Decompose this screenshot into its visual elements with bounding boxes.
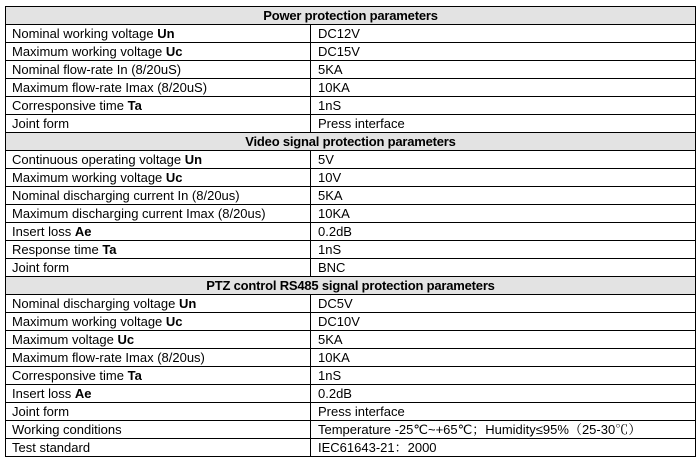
table-row <box>6 259 696 277</box>
param-label: Maximum working voltage Uc <box>6 313 311 331</box>
table-row <box>6 403 696 421</box>
param-label: Nominal discharging voltage Un <box>6 295 311 313</box>
param-label: Maximum working voltage Uc <box>6 169 311 187</box>
param-value: DC10V <box>311 313 696 331</box>
table-row <box>6 295 696 313</box>
table-row <box>6 349 696 367</box>
table-body <box>6 7 696 457</box>
table-row <box>6 313 696 331</box>
table-row <box>6 61 696 79</box>
table-row <box>6 79 696 97</box>
section-header-power <box>6 7 696 25</box>
param-label: Insert loss Ae <box>6 223 311 241</box>
protection-parameters-table <box>5 6 696 457</box>
param-label: Nominal discharging current In (8/20us) <box>6 187 311 205</box>
table-row <box>6 97 696 115</box>
param-value: 0.2dB <box>311 223 696 241</box>
param-value: 1nS <box>311 367 696 385</box>
param-value: 5V <box>311 151 696 169</box>
param-value: Press interface <box>311 403 696 421</box>
section-title: Video signal protection parameters <box>6 133 696 151</box>
param-value: 0.2dB <box>311 385 696 403</box>
param-value: 5KA <box>311 61 696 79</box>
param-label: Nominal flow-rate In (8/20uS) <box>6 61 311 79</box>
table-row <box>6 439 696 457</box>
section-header-ptz <box>6 277 696 295</box>
param-label: Maximum flow-rate Imax (8/20us) <box>6 349 311 367</box>
param-label: Maximum voltage Uc <box>6 331 311 349</box>
param-label: Maximum discharging current Imax (8/20us) <box>6 205 311 223</box>
table-row <box>6 241 696 259</box>
param-value: 5KA <box>311 331 696 349</box>
param-label: Test standard <box>6 439 311 457</box>
param-value: 10KA <box>311 79 696 97</box>
table-row <box>6 187 696 205</box>
table-row <box>6 331 696 349</box>
table-row <box>6 421 696 439</box>
param-label: Insert loss Ae <box>6 385 311 403</box>
param-label: Continuous operating voltage Un <box>6 151 311 169</box>
param-value: DC15V <box>311 43 696 61</box>
table-row <box>6 25 696 43</box>
param-value: DC5V <box>311 295 696 313</box>
table-row <box>6 205 696 223</box>
param-value: 5KA <box>311 187 696 205</box>
param-value: 1nS <box>311 241 696 259</box>
param-value: Temperature -25℃~+65℃；Humidity≤95%（25-30℃） <box>311 421 696 439</box>
param-label: Working conditions <box>6 421 311 439</box>
param-label: Nominal working voltage Un <box>6 25 311 43</box>
table-row <box>6 367 696 385</box>
param-label: Corresponsive time Ta <box>6 97 311 115</box>
section-header-video <box>6 133 696 151</box>
table-row <box>6 151 696 169</box>
param-value: DC12V <box>311 25 696 43</box>
param-label: Joint form <box>6 259 311 277</box>
param-value: IEC61643-21：2000 <box>311 439 696 457</box>
param-label: Corresponsive time Ta <box>6 367 311 385</box>
table-row <box>6 385 696 403</box>
param-label: Joint form <box>6 403 311 421</box>
param-label: Maximum flow-rate Imax (8/20uS) <box>6 79 311 97</box>
param-value: 10KA <box>311 349 696 367</box>
param-value: BNC <box>311 259 696 277</box>
section-title: Power protection parameters <box>6 7 696 25</box>
table-row <box>6 169 696 187</box>
section-title: PTZ control RS485 signal protection parameters <box>6 277 696 295</box>
param-label: Maximum working voltage Uc <box>6 43 311 61</box>
param-label: Response time Ta <box>6 241 311 259</box>
param-label: Joint form <box>6 115 311 133</box>
table-row <box>6 43 696 61</box>
param-value: Press interface <box>311 115 696 133</box>
param-value: 10V <box>311 169 696 187</box>
param-value: 1nS <box>311 97 696 115</box>
table-row <box>6 223 696 241</box>
param-value: 10KA <box>311 205 696 223</box>
table-row <box>6 115 696 133</box>
